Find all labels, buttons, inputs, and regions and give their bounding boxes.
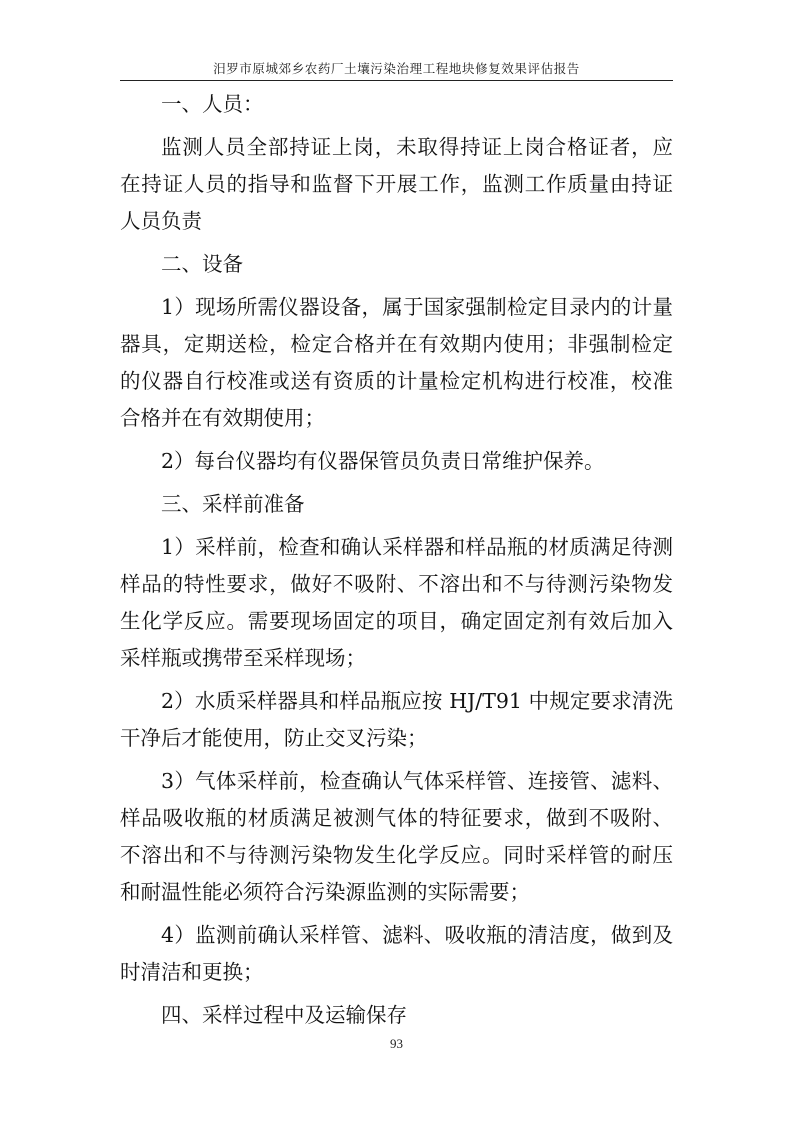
- section-heading-personnel: 一、人员：: [161, 92, 264, 116]
- paragraph-equipment-1: 1）现场所需仪器设备，属于国家强制检定目录内的计量器具，定期送检，检定合格并在有效期内使用；非强制检定的仪器自行校准或送有资质的计量检定机构进行校准，校准合格并在有效期使用；: [120, 295, 673, 430]
- page-number: 93: [390, 1036, 403, 1051]
- section-heading-sampling-transport: 四、采样过程中及运输保存: [161, 1003, 407, 1027]
- section-heading-preparation: 三、采样前准备: [161, 492, 305, 516]
- page-header-title: 汨罗市原城郊乡农药厂土壤污染治理工程地块修复效果评估报告: [213, 61, 580, 76]
- paragraph-preparation-1: 1）采样前，检查和确认采样器和样品瓶的材质满足待测样品的特性要求，做好不吸附、不溶出和不与待测污染物发生化学反应。需要现场固定的项目，确定固定剂有效后加入采样瓶或携带至采样现场；: [120, 535, 673, 670]
- paragraph-preparation-3: 3）气体采样前，检查确认气体采样管、连接管、滤料、样品吸收瓶的材质满足被测气体的特征要求，做到不吸附、不溶出和不与待测污染物发生化学反应。同时采样管的耐压和耐温性能必须符合污染源监测的实际需要；: [120, 769, 673, 904]
- document-body: [120, 86, 673, 1040]
- paragraph-preparation-4: 4）监测前确认采样管、滤料、吸收瓶的清洁度，做到及时清洁和更换；: [120, 923, 673, 984]
- section-heading-equipment: 二、设备: [161, 252, 243, 276]
- paragraph-preparation-2: 2）水质采样器具和样品瓶应按 HJ/T91 中规定要求清洗干净后才能使用，防止交叉污染；: [120, 689, 673, 750]
- paragraph-personnel: 监测人员全部持证上岗，未取得持证上岗合格证者，应在持证人员的指导和监督下开展工作，监测工作质量由持证人员负责: [120, 135, 673, 233]
- header-divider: [120, 80, 673, 81]
- paragraph-equipment-2: 2）每台仪器均有仪器保管员负责日常维护保养。: [161, 449, 605, 473]
